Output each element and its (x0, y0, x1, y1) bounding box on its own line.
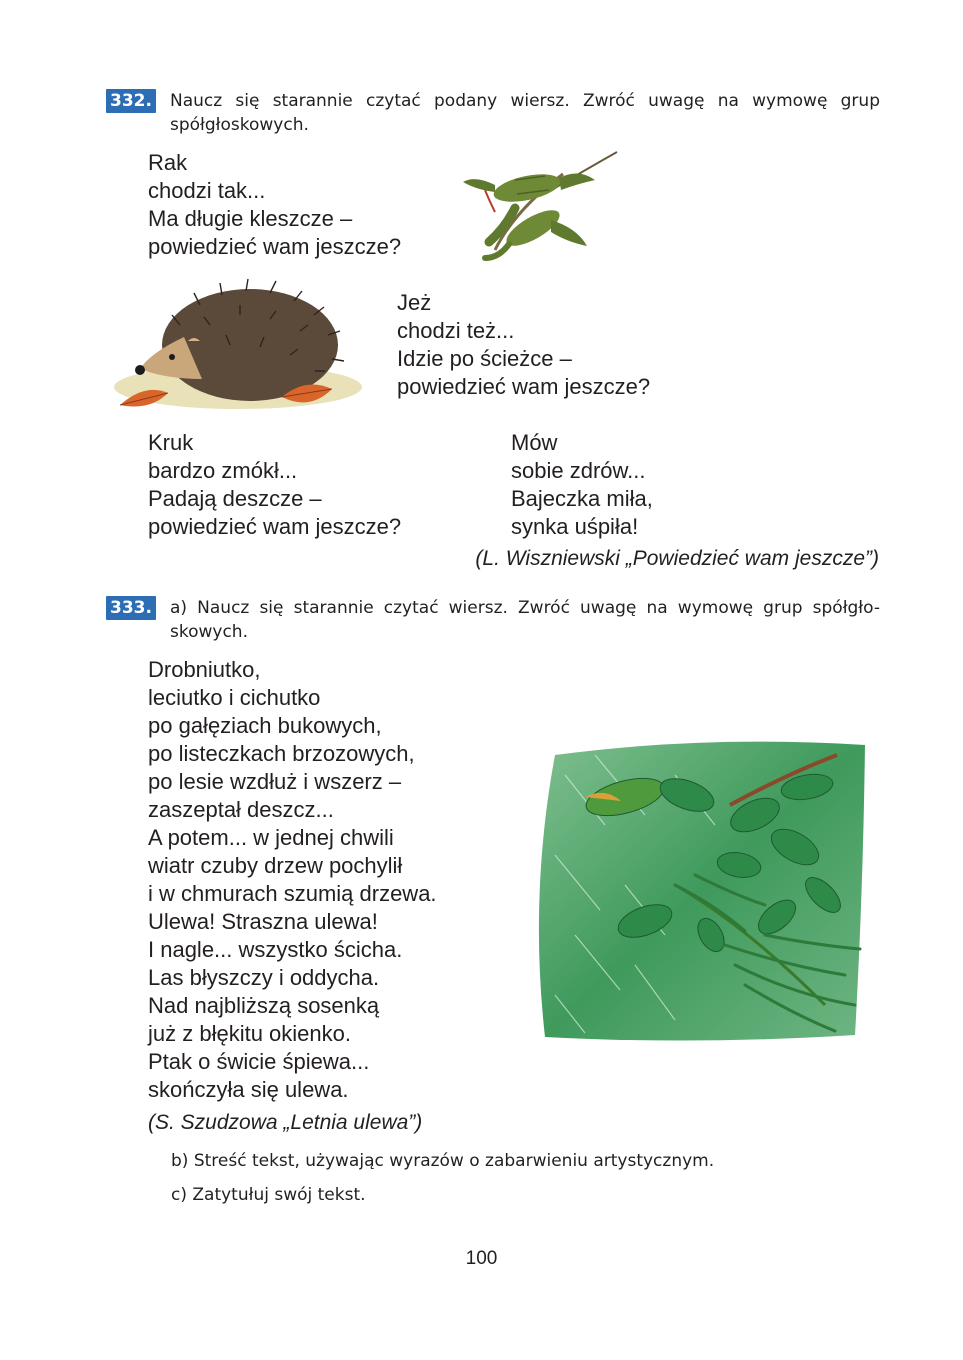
exercise-333-credit: (S. Szudzowa „Letnia ulewa”) (148, 1111, 423, 1134)
exercise-333-instruction (170, 596, 880, 644)
poem-line: leciutko i cichutko (148, 685, 321, 710)
poem-line: I nagle... wszystko ścicha. (148, 937, 403, 962)
poem-line: chodzi też... (397, 318, 515, 343)
poem-line: zaszeptał deszcz... (148, 797, 334, 822)
poem-line: Ma długie kleszcze – (148, 206, 353, 231)
exercise-332-instruction-line-1: Naucz się starannie czytać podany wiersz. Zwróć uwagę na wymowę grup (170, 91, 880, 111)
poem-line: powiedzieć wam jeszcze? (148, 514, 402, 539)
poem-line: Ulewa! Straszna ulewa! (148, 909, 378, 934)
poem-line: Bajeczka miła, (511, 486, 653, 511)
crayfish-illustration (455, 150, 620, 262)
exercise-332-instruction-line-2: spółgłoskowych. (170, 115, 309, 135)
exercise-332-number: 332. (106, 89, 156, 113)
exercise-333-instruction-line-1: a) Naucz się starannie czytać wiersz. Zwróć uwagę na wymowę grup spółgło- (170, 598, 880, 618)
poem-line: po lesie wzdłuż i wszerz – (148, 769, 402, 794)
rain-leaves-illustration (525, 735, 870, 1045)
poem-line: Nad najbliższą sosenką (148, 993, 380, 1018)
stanza-jez (397, 289, 650, 401)
poem-line: po listeczkach brzozowych, (148, 741, 415, 766)
page-number: 100 (465, 1248, 498, 1269)
exercise-333-task-b: b) Streść tekst, używając wyrazów o zabarwieniu artystycznym. (171, 1151, 715, 1171)
hedgehog-illustration (110, 275, 365, 420)
poem-line: bardzo zmókł... (148, 458, 298, 483)
poem-line: po gałęziach bukowych, (148, 713, 382, 738)
exercise-332-instruction (170, 89, 880, 137)
poem-line: skończyła się ulewa. (148, 1077, 349, 1102)
poem-line: Mów (511, 430, 558, 455)
exercise-332-credit: (L. Wiszniewski „Powiedzieć wam jeszcze”) (475, 547, 879, 570)
exercise-333-task-c: c) Zatytułuj swój tekst. (171, 1185, 366, 1205)
poem-line: powiedzieć wam jeszcze? (148, 234, 402, 259)
stanza-kruk (148, 429, 401, 541)
stanza-mow (511, 429, 653, 541)
poem-line: już z błękitu okienko. (148, 1021, 351, 1046)
poem-line: Ptak o świcie śpiewa... (148, 1049, 370, 1074)
poem-line: A potem... w jednej chwili (148, 825, 394, 850)
poem-letnia-ulewa (148, 656, 437, 1104)
stanza-rak (148, 149, 401, 261)
poem-line: Las błyszczy i oddycha. (148, 965, 380, 990)
exercise-333-instruction-line-2: skowych. (170, 622, 248, 642)
exercise-333-number: 333. (106, 596, 156, 620)
poem-line: chodzi tak... (148, 178, 266, 203)
poem-line: i w chmurach szumią drzewa. (148, 881, 437, 906)
poem-line: Padają deszcze – (148, 486, 322, 511)
poem-line: powiedzieć wam jeszcze? (397, 374, 651, 399)
poem-line: wiatr czuby drzew pochylił (148, 853, 403, 878)
poem-line: Jeż (397, 290, 432, 315)
poem-line: Kruk (148, 430, 194, 455)
poem-line: Idzie po ścieżce – (397, 346, 572, 371)
poem-line: Drobniutko, (148, 657, 261, 682)
poem-line: synka uśpiła! (511, 514, 639, 539)
poem-line: sobie zdrów... (511, 458, 646, 483)
poem-line: Rak (148, 150, 188, 175)
